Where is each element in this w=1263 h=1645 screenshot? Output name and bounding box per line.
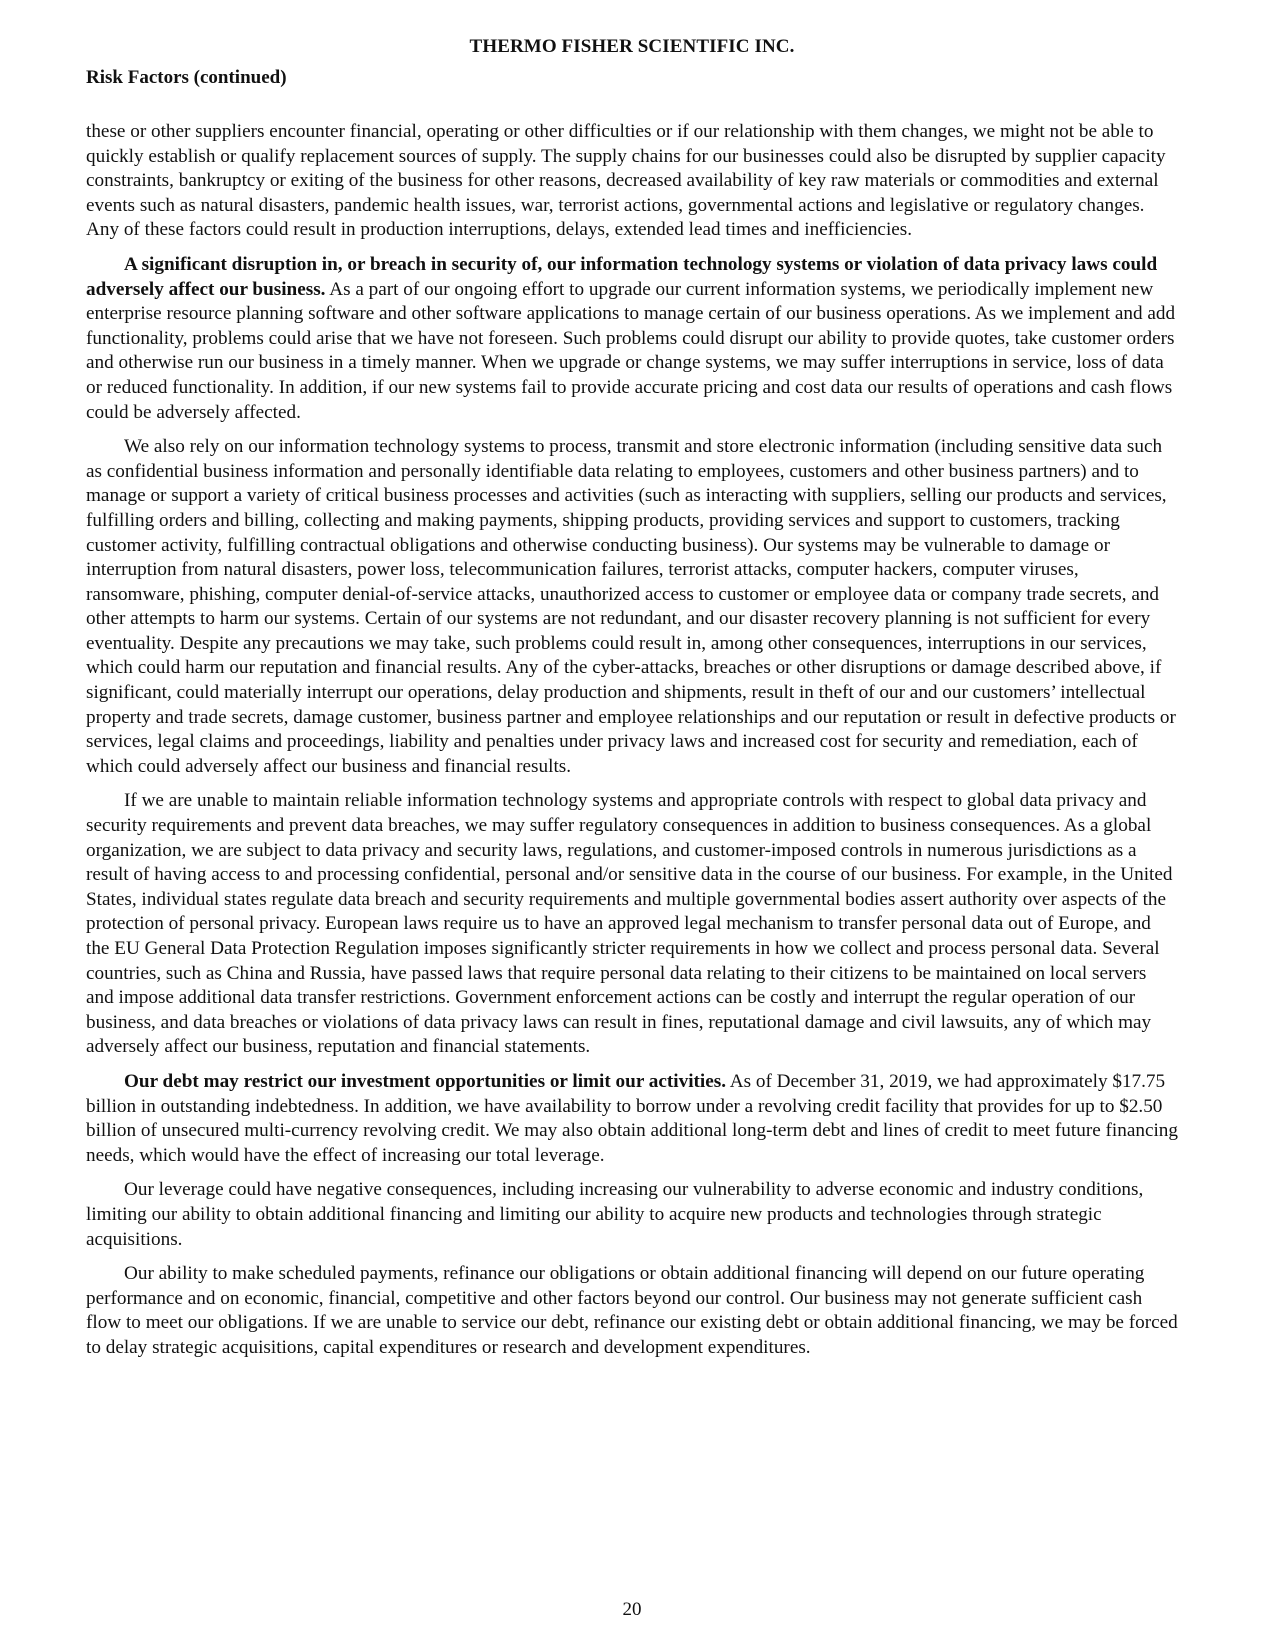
- document-page: [86, 0, 1178, 1645]
- paragraph-it-systems: [86, 253, 1178, 425]
- paragraph-heading: Our debt may restrict our investment opportunities or limit our activities.: [124, 1070, 727, 1092]
- paragraph-payments: [86, 1262, 1178, 1360]
- paragraph-leverage: [86, 1178, 1178, 1252]
- paragraph-text: We also rely on our information technology systems to process, transmit and store electronic information (including sensitive data such as confidential business information and personally identifiable data relating to employees, customers and other business partners) and to manage or support a variety of critical business processes and activities (such as interacting with suppliers, selling our products and services, fulfilling orders and billing, collecting and making payments, shipping products, providing services and support to customers, tracking customer activity, fulfilling contractual obligations and otherwise conducting business). Our systems may be vulnerable to damage or interruption from natural disasters, power loss, telecommunication failures, terrorist attacks, computer hackers, computer viruses, ransomware, phishing, computer denial-of-service attacks, unauthorized access to customer or employee data or company trade secrets, and other attempts to harm our systems. Certain of our systems are not redundant, and our disaster recovery planning is not sufficient for every eventuality. Despite any precautions we may take, such problems could result in, among other consequences, interruptions in our services, which could harm our reputation and financial results. Any of the cyber-attacks, breaches or other disruptions or damage described above, if significant, could materially interrupt our operations, delay production and shipments, result in theft of our and our customers’ intellectual property and trade secrets, damage customer, business partner and employee relationships and our reputation or result in defective products or services, legal claims and proceedings, liability and penalties under privacy laws and increased cost for security and remediation, each of which could adversely affect our business and financial results.: [86, 436, 1176, 777]
- document-body: [86, 120, 1178, 1371]
- section-title: Risk Factors (continued): [86, 67, 287, 88]
- paragraph-text: Our ability to make scheduled payments, refinance our obligations or obtain additional financing will depend on our future operating performance and on economic, financial, competitive and other factors beyond our control. Our business may not generate sufficient cash flow to meet our obligations. If we are unable to service our debt, refinance our existing debt or obtain additional financing, we may be forced to delay strategic acquisitions, capital expenditures or research and development expenditures.: [86, 1263, 1178, 1358]
- paragraph-data-privacy: [86, 789, 1178, 1060]
- paragraph-text: As a part of our ongoing effort to upgrade our current information systems, we periodically implement new enterprise resource planning software and other software applications to manage certain of our business operations. As we implement and add functionality, problems could arise that we have not foreseen. Such problems could disrupt our ability to provide quotes, take customer orders and otherwise run our business in a timely manner. When we upgrade or change systems, we may suffer interruptions in service, loss of data or reduced functionality. In addition, if our new systems fail to provide accurate pricing and cost data our results of operations and cash flows could be adversely affected.: [86, 278, 1176, 423]
- paragraph-suppliers: [86, 120, 1178, 243]
- paragraph-debt: [86, 1070, 1178, 1168]
- paragraph-text: If we are unable to maintain reliable information technology systems and appropriate controls with respect to global data privacy and security requirements and prevent data breaches, we may suffer regulatory consequences in addition to business consequences. As a global organization, we are subject to data privacy and security laws, regulations, and customer-imposed controls in numerous jurisdictions as a result of having access to and processing confidential, personal and/or sensitive data in the course of our business. For example, in the United States, individual states regulate data breach and security requirements and multiple governmental bodies assert authority over aspects of the protection of personal privacy. European laws require us to have an approved legal mechanism to transfer personal data out of Europe, and the EU General Data Protection Regulation imposes significantly stricter requirements in how we collect and process personal data. Several countries, such as China and Russia, have passed laws that require personal data relating to their citizens to be maintained on local servers and impose additional data transfer restrictions. Government enforcement actions can be costly and interrupt the regular operation of our business, and data breaches or violations of data privacy laws can result in fines, reputational damage and civil lawsuits, any of which may adversely affect our business, reputation and financial statements.: [86, 790, 1173, 1058]
- paragraph-text: Our leverage could have negative consequences, including increasing our vulnerability to adverse economic and industry conditions, limiting our ability to obtain additional financing and limiting our ability to acquire new products and technologies through strategic acquisitions.: [86, 1179, 1144, 1250]
- page-number: 20: [622, 1599, 642, 1620]
- paragraph-text: these or other suppliers encounter financial, operating or other difficulties or if our relationship with them changes, we might not be able to quickly establish or qualify replacement sources of supply. The supply chains for our businesses could also be disrupted by supplier capacity constraints, bankruptcy or exiting of the business for other reasons, decreased availability of key raw materials or commodities and external events such as natural disasters, pandemic health issues, war, terrorist actions, governmental actions and legislative or regulatory changes. Any of these factors could result in production interruptions, delays, extended lead times and inefficiencies.: [86, 121, 1166, 241]
- paragraph-text: As of December 31, 2019, we had approximately $17.75 billion in outstanding indebtedness. In addition, we have availability to borrow under a revolving credit facility that provides for up to $2.50 billion of unsecured multi-currency revolving credit. We may also obtain additional long-term debt and lines of credit to meet future financing needs, which would have the effect of increasing our total leverage.: [86, 1070, 1178, 1166]
- paragraph-it-reliance: [86, 435, 1178, 779]
- paragraph-heading: A significant disruption in, or breach in security of, our information technology systems or violation of data privacy laws could adversely affect our business.: [86, 253, 1158, 300]
- company-name: THERMO FISHER SCIENTIFIC INC.: [469, 36, 795, 57]
